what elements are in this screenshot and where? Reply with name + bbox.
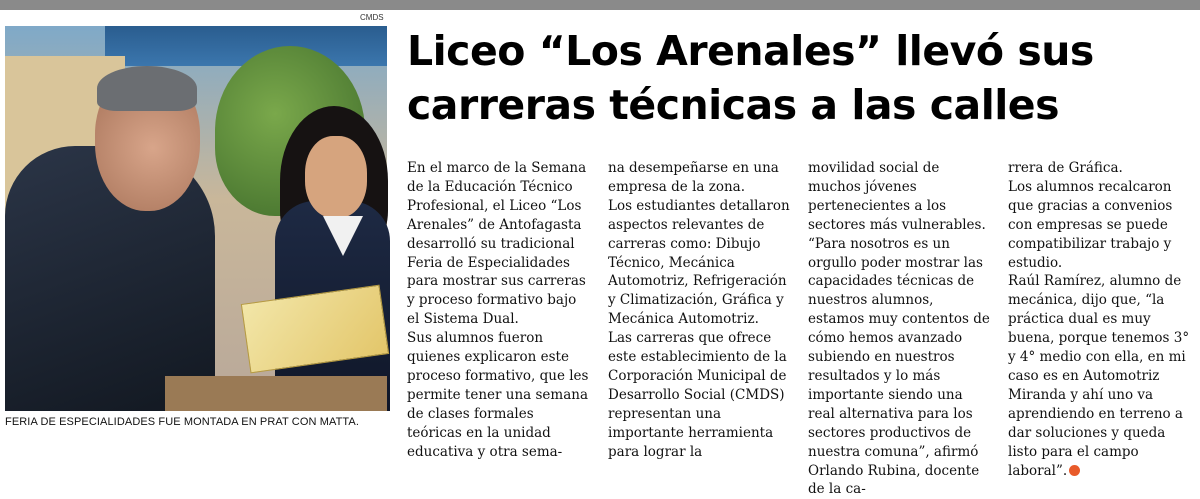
article-paragraph: na desempeñarse en una empresa de la zona. xyxy=(608,160,779,195)
photo-student-face xyxy=(305,136,367,218)
article-column-4 xyxy=(1008,159,1191,480)
news-photo xyxy=(5,26,387,411)
article-paragraph: “Para nosotros es un orgullo poder mostrar las capacidades técnicas de nuestros alumnos, estamos muy contentos de cómo hemos avanzado subiendo en nuestros resultados y lo más importante siendo una real alternativa para los sectores productivos de nuestra comuna”, afirmó Orlando Rubina, docente de la ca- xyxy=(808,235,990,498)
article-paragraph xyxy=(1008,272,1191,480)
photo-caption: FERIA DE ESPECIALIDADES FUE MONTADA EN PRAT CON MATTA. xyxy=(5,416,359,428)
article-column-3 xyxy=(808,159,991,499)
photo-canopy xyxy=(105,26,387,66)
headline-line-1: Liceo “Los Arenales” llevó sus xyxy=(407,27,1094,75)
article-paragraph: movilidad social de muchos jóvenes pertenecientes a los sectores más vulnerables. xyxy=(808,160,986,233)
article-paragraph-text: Raúl Ramírez, alumno de mecánica, dijo que, “la práctica dual es muy buena, porque tenemos 3° y 4° medio con ella, en mi caso es en Automotriz Miranda y ahí uno va aprendiendo en terreno a dar soluciones y queda listo para el campo laboral”. xyxy=(1008,273,1190,479)
article-column-1 xyxy=(407,159,590,462)
top-rule xyxy=(0,0,1200,10)
photo-credit: CMDS xyxy=(360,13,384,22)
article-column-2 xyxy=(608,159,791,462)
article-paragraph: En el marco de la Semana de la Educación Técnico Profesional, el Liceo “Los Arenales” de Antofagasta desarrolló su tradicional Feria de Especialidades para mostrar sus carreras y proceso formativo bajo el Sistema Dual. xyxy=(407,160,587,328)
headline xyxy=(407,24,1197,132)
photo-table xyxy=(165,376,387,411)
photo-man-hair xyxy=(97,66,197,111)
article-paragraph: Las carreras que ofrece este establecimiento de la Corporación Municipal de Desarrollo Social (CMDS) representan una importante herramienta para lograr la xyxy=(608,330,787,460)
end-of-article-icon xyxy=(1069,465,1080,476)
article-paragraph: rrera de Gráfica. xyxy=(1008,160,1123,176)
article-paragraph: Los alumnos recalcaron que gracias a convenios con empresas se puede compatibilizar trabajo y estudio. xyxy=(1008,178,1173,271)
headline-line-2: carreras técnicas a las calles xyxy=(407,81,1060,129)
article-paragraph: Sus alumnos fueron quienes explicaron este proceso formativo, que les permite tener una semana de clases formales teóricas en la unidad educativa y otra sema- xyxy=(407,330,589,460)
article-paragraph: Los estudiantes detallaron aspectos relevantes de carreras como: Dibujo Técnico, Mecánica Automotriz, Refrigeración y Climatización, Gráfica y Mecánica Automotriz. xyxy=(608,197,790,328)
